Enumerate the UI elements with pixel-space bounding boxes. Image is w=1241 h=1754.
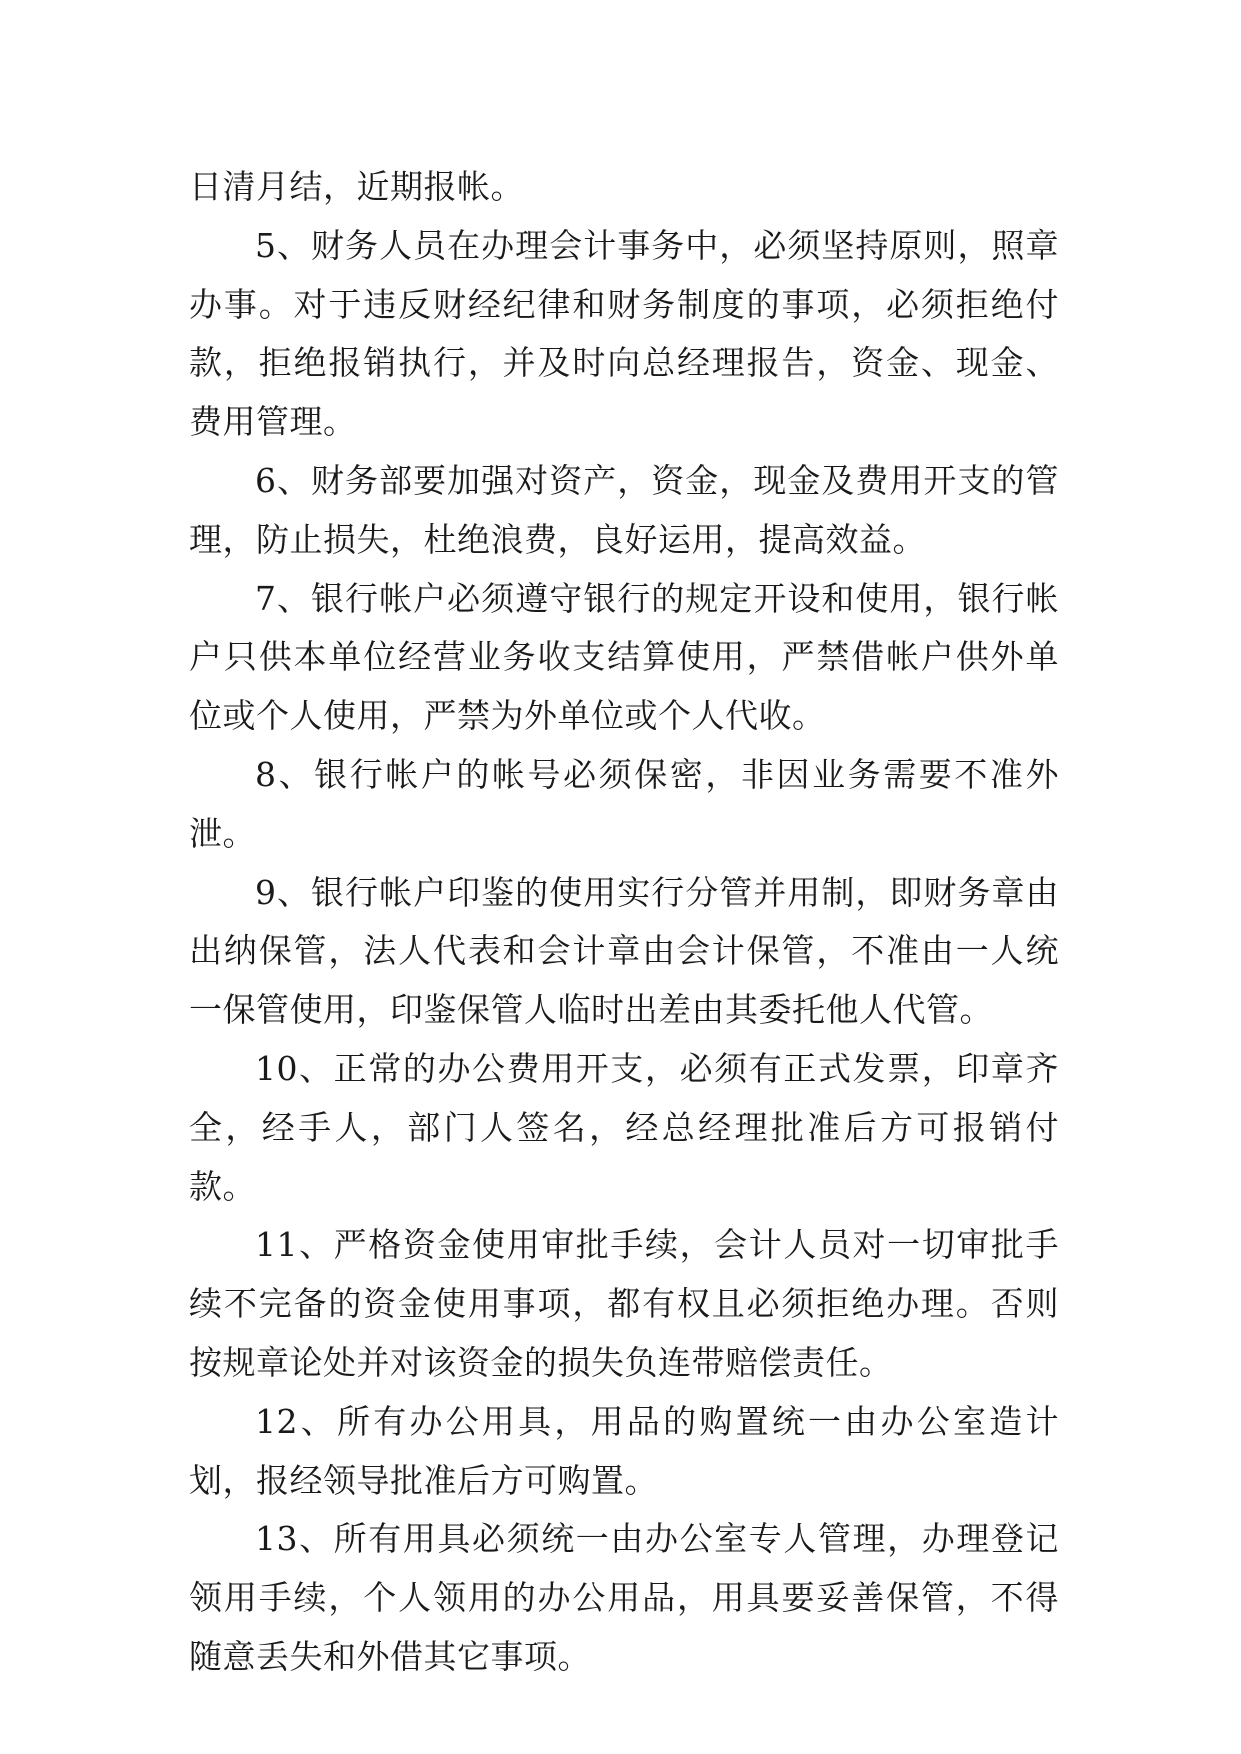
- paragraph-item-8: 8、银行帐户的帐号必须保密，非因业务需要不准外泄。: [189, 754, 1059, 853]
- document-body: [189, 158, 1059, 1687]
- paragraph-item-9: 9、银行帐户印鉴的使用实行分管并用制，即财务章由出纳保管，法人代表和会计章由会计保管，不准由一人统一保管使用，印鉴保管人临时出差由其委托他人代管。: [189, 872, 1059, 1030]
- paragraph-item-12: 12、所有办公用具，用品的购置统一由办公室造计划，报经领导批准后方可购置。: [189, 1401, 1059, 1500]
- paragraph-item-11: 11、严格资金使用审批手续，会计人员对一切审批手续不完备的资金使用事项，都有权且必须拒绝办理。否则按规章论处并对该资金的损失负连带赔偿责任。: [189, 1225, 1059, 1382]
- paragraph-item-6: 6、财务部要加强对资产，资金，现金及费用开支的管理，防止损失，杜绝浪费，良好运用，提高效益。: [189, 460, 1059, 559]
- paragraph-continuation: 日清月结，近期报帐。: [189, 167, 524, 206]
- paragraph-item-13: 13、所有用具必须统一由办公室专人管理，办理登记领用手续，个人领用的办公用品，用具要妥善保管，不得随意丢失和外借其它事项。: [189, 1519, 1059, 1676]
- paragraph-item-5: 5、财务人员在办理会计事务中，必须坚持原则，照章办事。对于违反财经纪律和财务制度的事项，必须拒绝付款，拒绝报销执行，并及时向总经理报告，资金、现金、费用管理。: [189, 225, 1059, 442]
- paragraph-item-7: 7、银行帐户必须遵守银行的规定开设和使用，银行帐户只供本单位经营业务收支结算使用，严禁借帐户供外单位或个人使用，严禁为外单位或个人代收。: [189, 578, 1059, 736]
- paragraph-item-10: 10、正常的办公费用开支，必须有正式发票，印章齐全，经手人，部门人签名，经总经理批准后方可报销付款。: [189, 1048, 1059, 1206]
